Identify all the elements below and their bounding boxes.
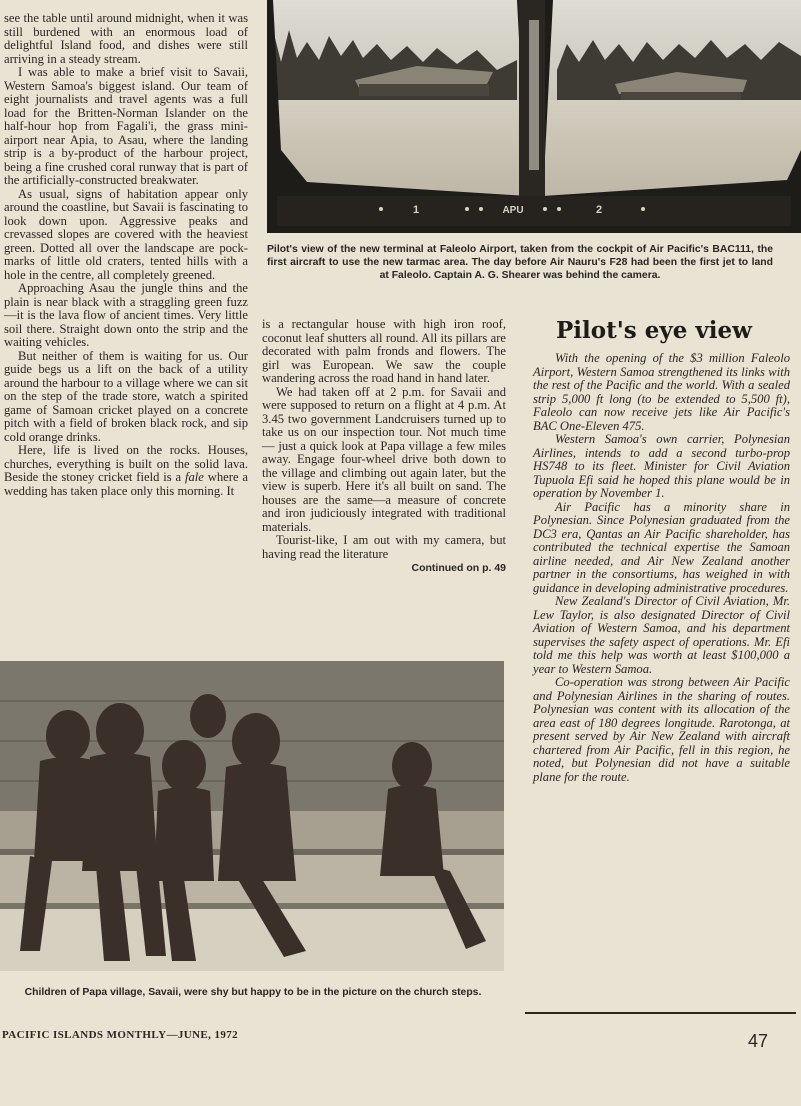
article-paragraph: As usual, signs of habitation appear only around the coastline, but Savaii is fascinating to look down upon. Aggressive peaks and crevassed slopes are covered with the heaviest green. Dotted all over the landscape are pock-marks of little old craters, tented hills with a hole in the centre, all completely greened. xyxy=(4,186,248,282)
children-photo xyxy=(0,661,504,971)
sidebar-box xyxy=(528,318,796,784)
sidebar-paragraph: Co-operation was strong between Air Pacific and Polynesian Airlines in the sharing of routes. Polynesian was content with its allocation of the area east of 180 degrees longitude. Rarotonga, at present served by Air New Zealand with aircraft chartered from Air Pacific, fell in this region, he noted, but Polynesian did not have a suitable plane for the route. xyxy=(533,675,790,784)
children-photo-image xyxy=(0,661,504,971)
sidebar-paragraph: With the opening of the $3 million Faleolo Airport, Western Samoa strengthened its links with the rest of the Pacific and the world. With a sealed strip 5,000 ft long (to be extended to 5,500 ft), Faleolo can now receive jets like Air Pacific's BAC One-Eleven 475. xyxy=(533,351,790,433)
cockpit-photo xyxy=(267,0,801,233)
article-paragraph: Approaching Asau the jungle thins and the plain is near black with a straggling green fuzz—it is the lava flow of ancient times. Very little soil there. Straight down onto the strip and the waiting vehicles. xyxy=(4,281,248,349)
sidebar-paragraph: Air Pacific has a minority share in Polynesian. Since Polynesian graduated from the DC3 era, Qantas an Air Pacific shareholder, has contributed the technical expertise the Samoan airline needed, and Air New Zealand another partner in the consortiums, has weighed in with guidance in developing administrative procedures. xyxy=(533,499,790,595)
sidebar-rule xyxy=(525,1012,796,1014)
article-paragraph xyxy=(4,444,248,498)
article-column-1 xyxy=(4,12,248,498)
sidebar-paragraph: Western Samoa's own carrier, Polynesian Airlines, intends to add a second turbo-prop HS748 to its fleet. Minister for Civil Aviation Tupuola Efi said he hoped this plane would be in operation by November 1. xyxy=(533,432,790,500)
article-column-2 xyxy=(262,318,506,576)
article-paragraph: But neither of them is waiting for us. Our guide begs us a lift on the back of a utility around the harbour to a village where we can sit on the step of the trade store, watch a spirited game of Samoan cricket played on a concrete pitch with a field of broken black rock, and sip cold orange drinks. xyxy=(4,348,248,444)
engine-2-label: 2 xyxy=(595,204,603,216)
continued-note: Continued on p. 49 xyxy=(411,562,506,574)
article-paragraph: We had taken off at 2 p.m. for Savaii and were supposed to return on a flight at 4 p.m. At 3.45 two government Landcruisers turned up to take us on our inspection tour. Not much time — just a quick look at Papa village a few miles away. Engage four-wheel drive both down to the village and climbing out again later, but the view is superb. Here it's all built on sand. The houses are the same—a measure of concrete and iron judiciously integrated with traditional materials. xyxy=(262,384,506,534)
article-paragraph: I was able to make a brief visit to Savaii, Western Samoa's biggest island. Our team of eight journalists and travel agents was a full load for the Britten-Norman Islander on the half-hour hop from Fagali'i, the grass mini-airport near Apia, to Asau, where the landing strip is a by-product of the harbour project, being a fine crushed coral runway that is part of the artificially-constructed breakwater. xyxy=(4,65,248,187)
cockpit-photo-image xyxy=(267,0,801,233)
engine-1-label: 1 xyxy=(412,204,420,216)
apu-label: APU xyxy=(502,205,524,216)
magazine-footer: PACIFIC ISLANDS MONTHLY—JUNE, 1972 xyxy=(2,1029,239,1041)
children-photo-caption: Children of Papa village, Savaii, were shy but happy to be in the picture on the church steps. xyxy=(24,987,482,998)
text-run: Here, life is lived on the rocks. Houses, churches, everything is built on the solid lava. Beside the stoney cricket field is a xyxy=(4,443,248,484)
sidebar-body xyxy=(533,352,790,784)
sidebar-title: Pilot's eye view xyxy=(556,317,752,344)
cockpit-photo-caption: Pilot's view of the new terminal at Faleolo Airport, taken from the cockpit of Air Pacific's BAC111, the first aircraft to use the new tarmac area. The day before Air Nauru's F28 had been the first jet to land at Faleolo. Captain A. G. Shearer was behind the camera. xyxy=(267,244,773,281)
text-run: where a wedding has taken place only this morning. It xyxy=(4,470,248,498)
article-paragraph: is a rectangular house with high iron roof, coconut leaf shutters all round. All its pillars are decorated with palm fronds and flowers. The girl was European. We saw the couple wandering across the road hand in hand later. xyxy=(262,317,506,385)
page-number: 47 xyxy=(748,1031,769,1051)
article-paragraph: see the table until around midnight, when it was still burdened with an enormous load of delightful Island food, and dishes were still arriving in a steady stream. xyxy=(4,11,248,66)
article-paragraph: Tourist-like, I am out with my camera, but having read the literature xyxy=(262,533,506,561)
italic-word: fale xyxy=(185,470,204,484)
sidebar-paragraph: New Zealand's Director of Civil Aviation, Mr. Lew Taylor, is also designated Director of Civil Aviation of Western Samoa, and his department supervises the safety aspect of operations. Mr. Efi told me this help was worth at least $100,000 a year to Western Samoa. xyxy=(533,594,790,676)
